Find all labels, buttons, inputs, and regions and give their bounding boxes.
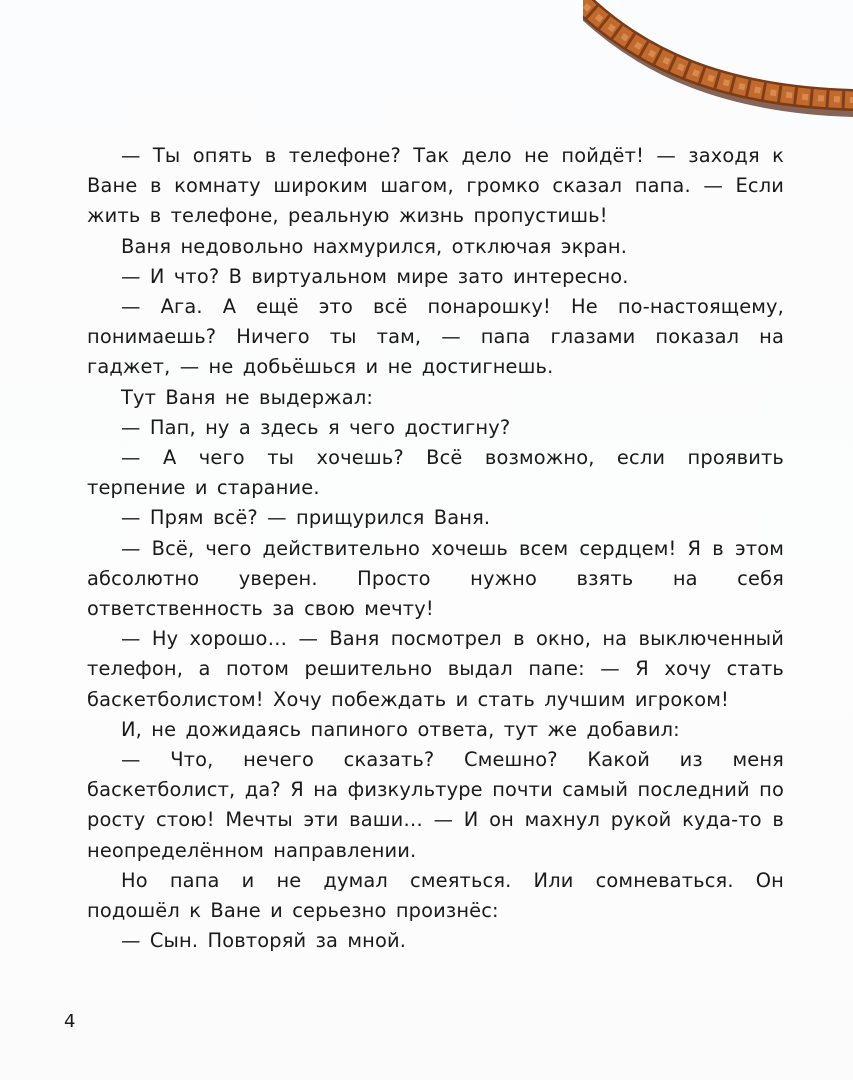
paragraph-8: — Прям всё? — прищурился Ваня. [121, 506, 491, 530]
paragraph-13: Но папа и не думал смеяться. Или сомневаться. Он подошёл к Ване и серьезно произнёс: [87, 868, 784, 923]
paragraph-9: — Всё, чего действительно хочешь всем сердцем! Я в этом абсолютно уверен. Просто нужно взять на себя ответственность за свою мечту! [87, 536, 784, 621]
paragraph-6: — Пап, ну а здесь я чего достигну? [121, 415, 511, 439]
paragraph-3: — И что? В виртуальном мире зато интересно. [121, 264, 629, 288]
page-number: 4 [64, 1011, 76, 1032]
paragraph-2: Ваня недовольно нахмурился, отключая экран. [121, 234, 628, 258]
paragraph-10: — Ну хорошо… — Ваня посмотрел в окно, на выключенный телефон, а потом решительно выдал папе: — Я хочу стать баскетболистом! Хочу побеждать и стать лучшим игроком! [87, 627, 784, 711]
paragraph-11: И, не дожидаясь папиного ответа, тут же добавил: [121, 717, 680, 741]
paragraph-5: Тут Ваня не выдержал: [121, 385, 374, 409]
rope-icon [583, 0, 853, 130]
paragraph-4: — Ага. А ещё это всё понарошку! Не по-настоящему, понимаешь? Ничего ты там, — папа глазами показал на гаджет, — не добьёшься и не достигнешь. [87, 295, 784, 379]
paragraph-1: — Ты опять в телефоне? Так дело не пойдёт! — заходя к Ване в комнату широким шагом, громко сказал папа. — Если жить в телефоне, реальную жизнь пропустишь! [87, 144, 784, 228]
paragraph-7: — А чего ты хочешь? Всё возможно, если проявить терпение и старание. [87, 446, 784, 500]
rope-illustration [583, 0, 853, 130]
paragraph-14: — Сын. Повторяй за мной. [121, 929, 407, 953]
paragraph-12: — Что, нечего сказать? Смешно? Какой из меня баскетболист, да? Я на физкультуре почти самый последний по росту стою! Мечты эти ваши… — И он махнул рукой куда-то в неопределённом направлении. [87, 748, 784, 862]
story-text [87, 141, 784, 956]
